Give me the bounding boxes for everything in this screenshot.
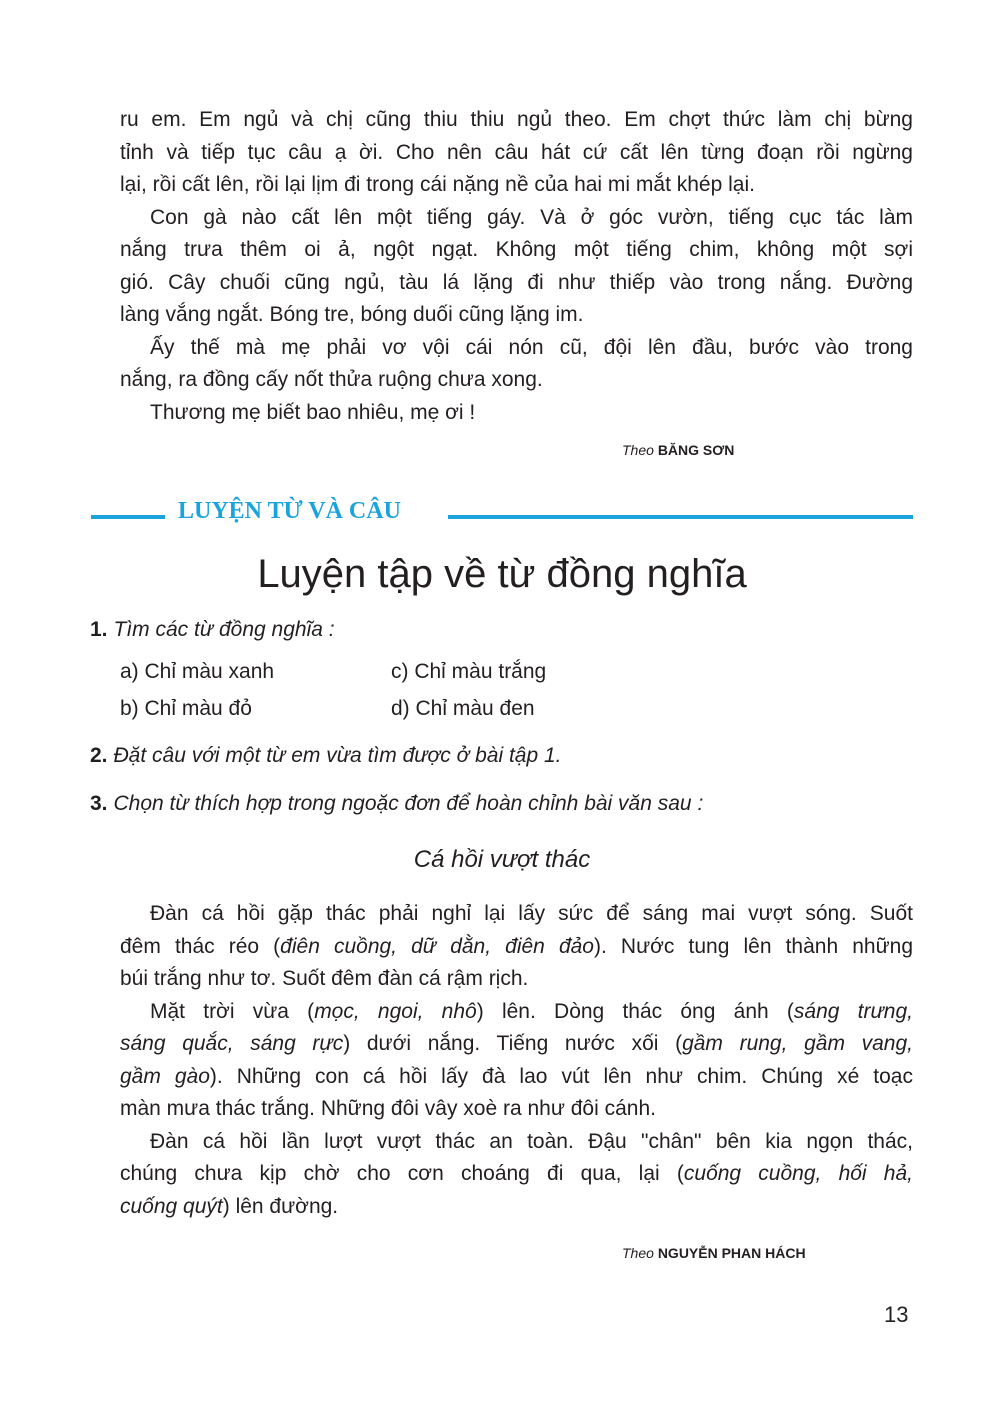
text-line: [120, 898, 913, 931]
text-segment: nắng trưa thêm oi ả, ngột ngạt. Không một tiếng chim, không một sợi: [120, 238, 913, 261]
passage-ca-hoi: [120, 898, 913, 1223]
section-rule-right: [448, 515, 913, 519]
reading-title: Cá hồi vượt thác: [413, 846, 591, 873]
text-line: [120, 1093, 913, 1126]
text-line: [120, 1126, 913, 1159]
option-d: d) Chỉ màu đen: [391, 697, 535, 720]
text-segment: Ấy thế mà mẹ phải vơ vội cái nón cũ, đội lên đầu, bước vào trong: [150, 335, 913, 359]
text-line: [120, 299, 913, 332]
exercise-number: 1.: [90, 618, 108, 641]
text-segment: ru em. Em ngủ và chị cũng thiu thiu ngủ theo. Em chợt thức làm chị bừng: [120, 108, 913, 131]
text-line: [120, 996, 913, 1029]
text-line: [120, 267, 913, 300]
word-choice-options: sáng quắc, sáng rực: [120, 1032, 344, 1055]
text-segment: Con gà nào cất lên một tiếng gáy. Và ở góc vườn, tiếng cục tác làm: [150, 205, 913, 229]
text-segment: Mặt trời vừa (: [150, 999, 315, 1023]
word-choice-options: mọc, ngoi, nhô: [314, 999, 477, 1023]
text-line: [120, 364, 913, 397]
text-line: [120, 397, 913, 430]
credit-author: BĂNG SƠN: [657, 442, 735, 458]
text-segment: gió. Cây chuối cũng ngủ, tàu lá lặng đi như thiếp vào trong nắng. Đường: [120, 270, 913, 294]
passage-bang-son: [120, 104, 913, 429]
option-b: b) Chỉ màu đỏ: [120, 697, 252, 720]
text-line: [120, 1028, 913, 1061]
text-line: [120, 1061, 913, 1094]
text-segment: ) lên đường.: [222, 1194, 339, 1218]
text-line: [120, 931, 913, 964]
credit-prefix: Theo: [622, 442, 654, 458]
exercise-1: [90, 618, 335, 642]
text-segment: Đàn cá hồi gặp thác phải nghỉ lại lấy sức để sáng mai vượt sóng. Suốt: [150, 902, 913, 925]
credit-author: NGUYỄN PHAN HÁCH: [657, 1245, 806, 1261]
option-a: a) Chỉ màu xanh: [120, 660, 275, 683]
text-line: [120, 104, 913, 137]
word-choice-options: gầm gào: [120, 1064, 210, 1088]
text-line: [120, 963, 913, 996]
exercise-text: Tìm các từ đồng nghĩa :: [113, 618, 335, 641]
text-segment: búi trắng như tơ. Suốt đêm đàn cá rậm rịch.: [120, 967, 529, 990]
section-rule-left: [91, 515, 165, 519]
exercise-2: [90, 744, 562, 768]
option-c: c) Chỉ màu trắng: [391, 660, 547, 683]
text-segment: làng vắng ngắt. Bóng tre, bóng duối cũng lặng im.: [120, 303, 584, 326]
text-segment: chúng chưa kịp chờ cho cơn choáng đi qua, lại (: [120, 1162, 684, 1185]
credit-prefix: Theo: [622, 1245, 654, 1261]
word-choice-options: gầm rung, gầm vang,: [682, 1032, 913, 1055]
credit-bang-son: [622, 442, 734, 458]
text-segment: Thương mẹ biết bao nhiêu, mẹ ơi !: [150, 400, 476, 424]
text-segment: tỉnh và tiếp tục câu ạ ời. Cho nên câu hát cứ cất lên từng đoạn rồi ngừng: [120, 140, 913, 164]
text-segment: lại, rồi cất lên, rồi lại lịm đi trong cái nặng nề của hai mi mắt khép lại.: [120, 173, 755, 196]
text-line: [120, 202, 913, 235]
exercise-3: [90, 792, 703, 816]
text-line: [120, 1191, 913, 1224]
word-choice-options: sáng trưng,: [793, 999, 913, 1023]
exercise-text: Chọn từ thích hợp trong ngoặc đơn để hoàn chỉnh bài văn sau :: [113, 792, 704, 815]
credit-nguyen-phan-hach: [622, 1245, 806, 1261]
text-segment: màn mưa thác trắng. Những đôi vây xoè ra như đôi cánh.: [120, 1097, 656, 1120]
page-number: 13: [884, 1302, 909, 1327]
word-choice-options: cuống cuồng, hối hả,: [683, 1162, 913, 1185]
text-line: [120, 137, 913, 170]
section-label: LUYỆN TỪ VÀ CÂU: [178, 498, 401, 524]
word-choice-options: cuống quýt: [120, 1194, 223, 1218]
text-line: [120, 332, 913, 365]
text-line: [120, 1158, 913, 1191]
exercise-number: 3.: [90, 792, 108, 815]
text-line: [120, 234, 913, 267]
text-segment: ) lên. Dòng thác óng ánh (: [476, 999, 794, 1023]
text-segment: ). Những con cá hồi lấy đà lao vút lên như chim. Chúng xé toạc: [209, 1064, 913, 1088]
text-segment: Đàn cá hồi lần lượt vượt thác an toàn. Đậu "chân" bên kia ngọn thác,: [150, 1129, 913, 1153]
exercise-number: 2.: [90, 744, 108, 767]
text-segment: ). Nước tung lên thành những: [594, 934, 914, 958]
exercise-text: Đặt câu với một từ em vừa tìm được ở bài tập 1.: [113, 744, 562, 767]
text-segment: nắng, ra đồng cấy nốt thửa ruộng chưa xong.: [120, 368, 543, 391]
text-line: [120, 169, 913, 202]
text-segment: đêm thác réo (: [120, 934, 281, 958]
text-segment: ) dưới nắng. Tiếng nước xối (: [343, 1032, 683, 1055]
lesson-title: Luyện tập về từ đồng nghĩa: [257, 552, 747, 596]
word-choice-options: điên cuồng, dữ dằn, điên đảo: [280, 934, 594, 958]
